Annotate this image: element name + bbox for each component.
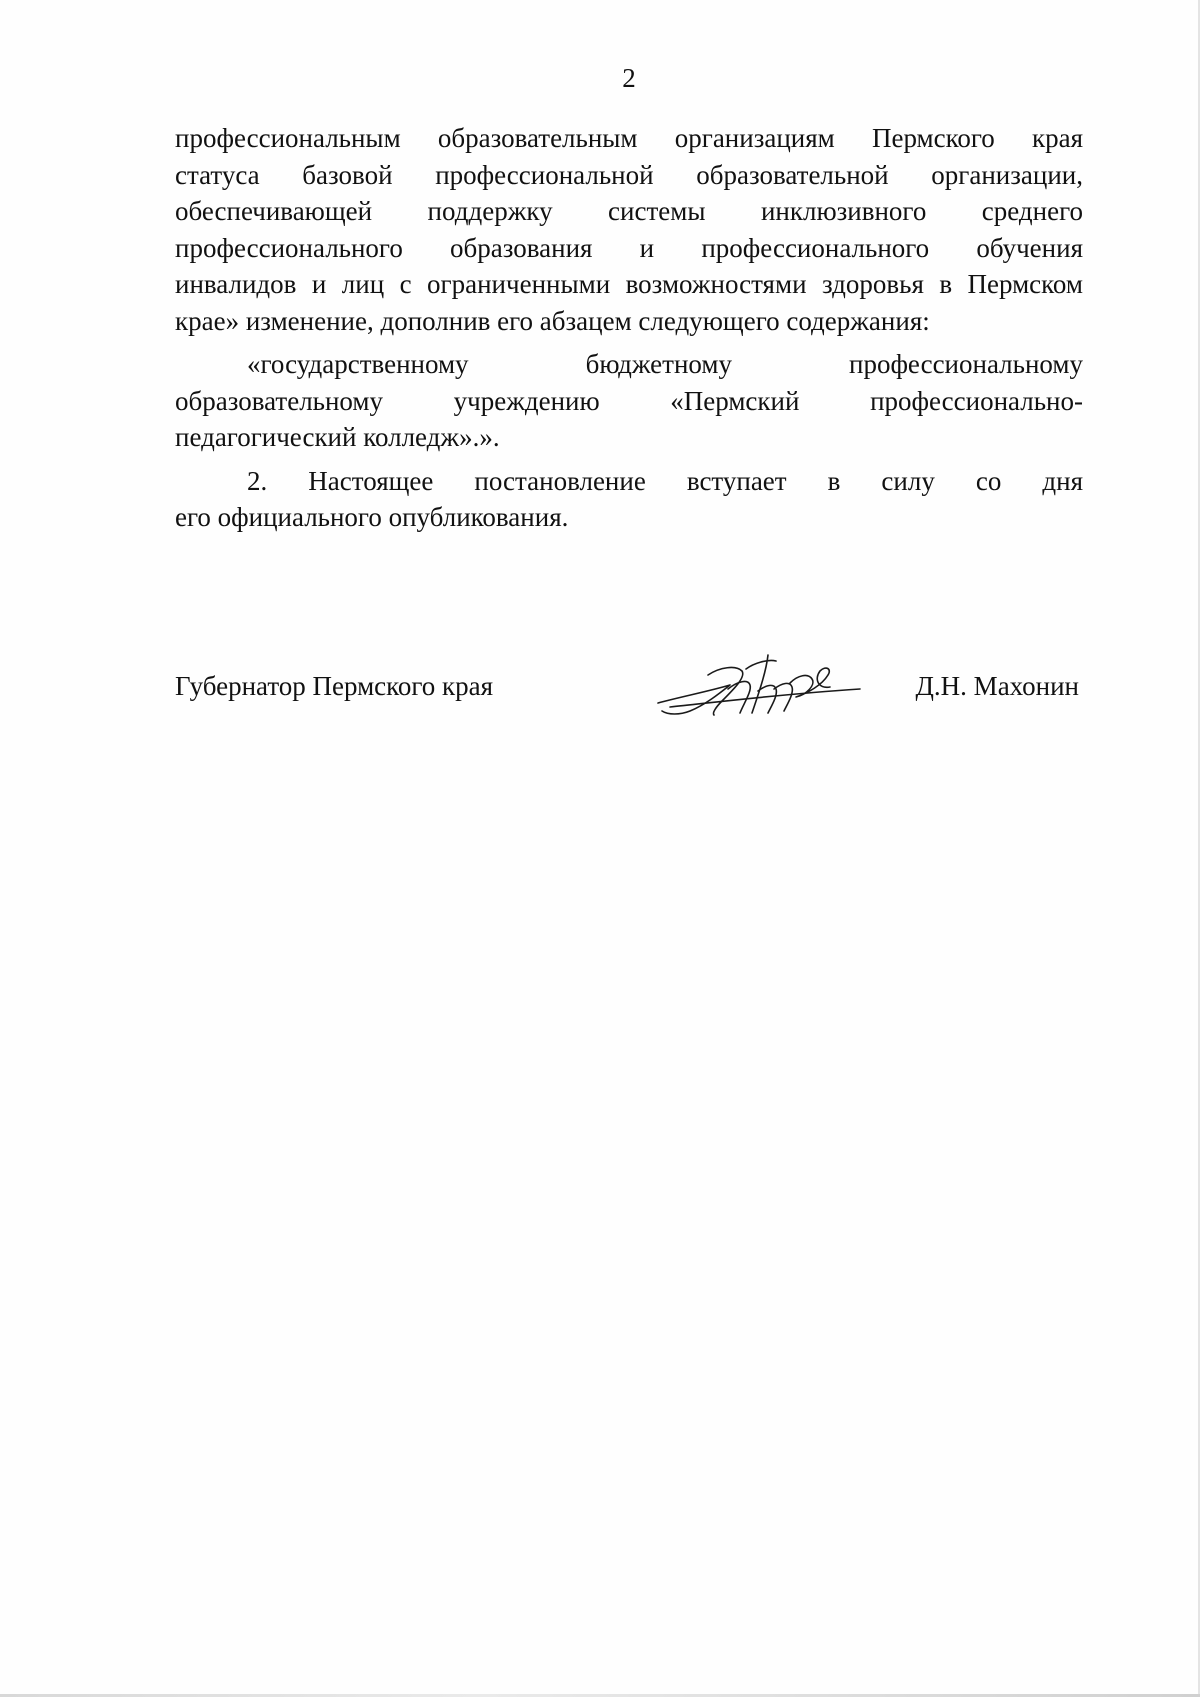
signatory-position: Губернатор Пермского края [175, 671, 494, 701]
text-line: обеспечивающей поддержку системы инклюзивного среднего [175, 196, 1083, 226]
handwritten-signature [650, 645, 870, 725]
text-line: педагогический колледж».». [175, 422, 500, 452]
signature-block [175, 660, 1083, 720]
paragraph-addition [175, 346, 1083, 456]
text-line: крае» изменение, дополнив его абзацем следующего содержания: [175, 305, 930, 336]
text-line: профессионального образования и профессионального обучения [175, 232, 1083, 263]
signatory-name: Д.Н. Махонин [915, 671, 1079, 701]
text-line: профессиональным образовательным организациям Пермского края [175, 123, 1083, 153]
text-line: «государственному бюджетному профессиональному [247, 349, 1083, 379]
text-line: образовательному учреждению «Пермский профессионально- [175, 385, 1083, 416]
page-number: 2 [622, 63, 636, 93]
text-line: его официального опубликования. [175, 502, 569, 532]
text-line: инвалидов и лиц с ограниченными возможностями здоровья в Пермском [175, 269, 1083, 299]
text-line: статуса базовой профессиональной образовательной организации, [175, 159, 1083, 190]
paragraph-continuation [175, 120, 1083, 339]
document-body [175, 120, 1083, 536]
text-line: 2. Настоящее постановление вступает в силу со дня [247, 465, 1083, 496]
paragraph-effective-date [175, 463, 1083, 536]
